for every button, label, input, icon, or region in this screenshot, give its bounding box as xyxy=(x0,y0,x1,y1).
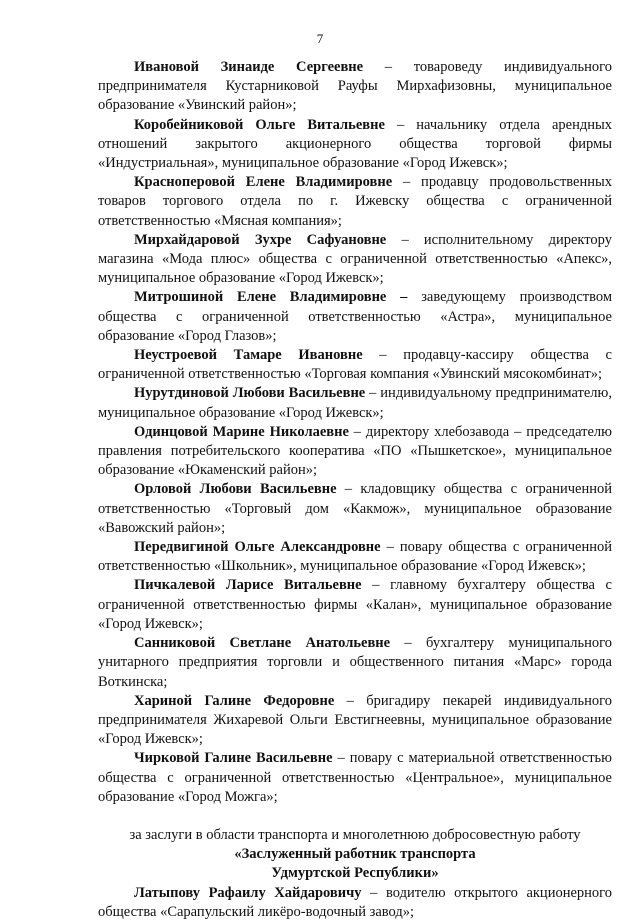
award-entry xyxy=(98,749,612,807)
recipient-name: Хариной Галине Федоровне xyxy=(134,692,335,709)
recipient-name: Пичкалевой Ларисе Витальевне xyxy=(134,577,362,594)
recipient-name: Чирковой Галине Васильевне xyxy=(134,750,333,767)
recipient-position: – исполнительному директору магазина «Мода плюс» общества с ограниченной ответственностью «Апекс», муниципальное образование «Город Ижевск»; xyxy=(98,231,612,287)
section-intro: за заслуги в области транспорта и многолетнюю добросовестную работу xyxy=(129,826,581,843)
recipient-position: – продавцу продовольственных товаров торгового отдела по г. Ижевску общества с ограниченной ответственностью «Мясная компания»; xyxy=(98,174,612,229)
recipient-position: – главному бухгалтеру общества с ограниченной ответственностью фирмы «Калан», муниципальное образование «Город Ижевск»; xyxy=(98,577,612,632)
recipient-position: – продавцу-кассиру общества с ограниченной ответственностью «Торговая компания «Увинский мясокомбинат»; xyxy=(98,347,612,383)
award-entry xyxy=(98,384,612,422)
recipient-name: Митрошиной Елене Владимировне – xyxy=(134,289,408,306)
recipient-position: – бухгалтеру муниципального унитарного предприятия торговли и общественного питания «Марс» города Воткинска; xyxy=(98,635,613,690)
section-title-line-1: «Заслуженный работник транспорта xyxy=(234,846,476,863)
page-number: 7 xyxy=(316,31,324,46)
award-entry xyxy=(98,576,612,634)
section-award-list xyxy=(98,884,612,922)
award-entry xyxy=(98,231,612,289)
recipient-position: – индивидуальному предпринимателю, муниципальное образование «Город Ижевск»; xyxy=(98,385,612,421)
recipient-name: Красноперовой Елене Владимировне xyxy=(134,174,393,191)
recipient-name: Латыпову Рафаилу Хайдаровичу xyxy=(134,884,362,901)
recipient-position: – директору хлебозавода – председателю правления потребительского кооператива «ПО «Пышкетское», муниципальное образование «Юкаменский район»; xyxy=(98,423,612,479)
recipient-name: Неустроевой Тамаре Ивановне xyxy=(134,347,363,364)
recipient-name: Передвигиной Ольге Александровне xyxy=(134,539,381,556)
recipient-name: Одинцовой Марине Николаевне xyxy=(134,423,349,440)
award-entry xyxy=(98,423,612,481)
award-entry xyxy=(98,288,612,346)
award-entry xyxy=(98,116,612,174)
award-section-header xyxy=(98,826,612,884)
award-entry xyxy=(98,884,612,922)
recipient-position: – бригадиру пекарей индивидуального предпринимателя Жихаревой Ольги Евстигнеевны, муниципальное образование «Город Ижевск»; xyxy=(98,692,612,748)
recipient-position: заведующему производством общества с ограниченной ответственностью «Астра», муниципальное образование «Город Глазов»; xyxy=(98,289,613,344)
recipient-name: Орловой Любови Васильевне xyxy=(134,481,337,498)
recipient-name: Нурутдиновой Любови Васильевне xyxy=(134,385,366,402)
recipient-position: – повару с материальной ответственностью общества с ограниченной ответственностью «Центральное», муниципальное образование «Город Можга»; xyxy=(98,750,612,805)
recipient-name: Ивановой Зинаиде Сергеевне xyxy=(134,59,364,75)
recipient-position: – товароведу индивидуального предпринимателя Кустарниковой Рауфы Мирхафизовны, муниципальное образование «Увинский район»; xyxy=(98,59,612,114)
award-entry xyxy=(98,173,612,231)
document-body xyxy=(98,58,612,922)
award-entry xyxy=(98,538,612,576)
award-entry xyxy=(98,58,612,116)
section-title-line-2: Удмуртской Республики» xyxy=(271,865,439,882)
recipient-name: Санниковой Светлане Анатольевне xyxy=(134,635,391,652)
recipient-position: – водителю открытого акционерного общества «Сарапульский ликёро-водочный завод»; xyxy=(98,884,612,920)
award-entry xyxy=(98,480,612,538)
recipient-position: – кладовщику общества с ограниченной ответственностью «Торговый дом «Какмож», муниципальное образование «Вавожский район»; xyxy=(98,481,612,536)
recipient-name: Коробейниковой Ольге Витальевне xyxy=(134,116,385,133)
award-entry xyxy=(98,692,612,750)
recipient-position: – повару общества с ограниченной ответственностью «Школьник», муниципальное образование «Город Ижевск»; xyxy=(98,539,612,575)
recipient-position: – начальнику отдела арендных отношений закрытого акционерного общества торговой фирмы «Индустриальная», муниципальное образование «Город Ижевск»; xyxy=(98,116,612,172)
section-spacer xyxy=(98,807,612,826)
award-entry xyxy=(98,634,612,692)
award-list xyxy=(98,58,612,807)
award-entry xyxy=(98,346,612,384)
recipient-name: Мирхайдаровой Зухре Сафуановне xyxy=(134,231,387,248)
